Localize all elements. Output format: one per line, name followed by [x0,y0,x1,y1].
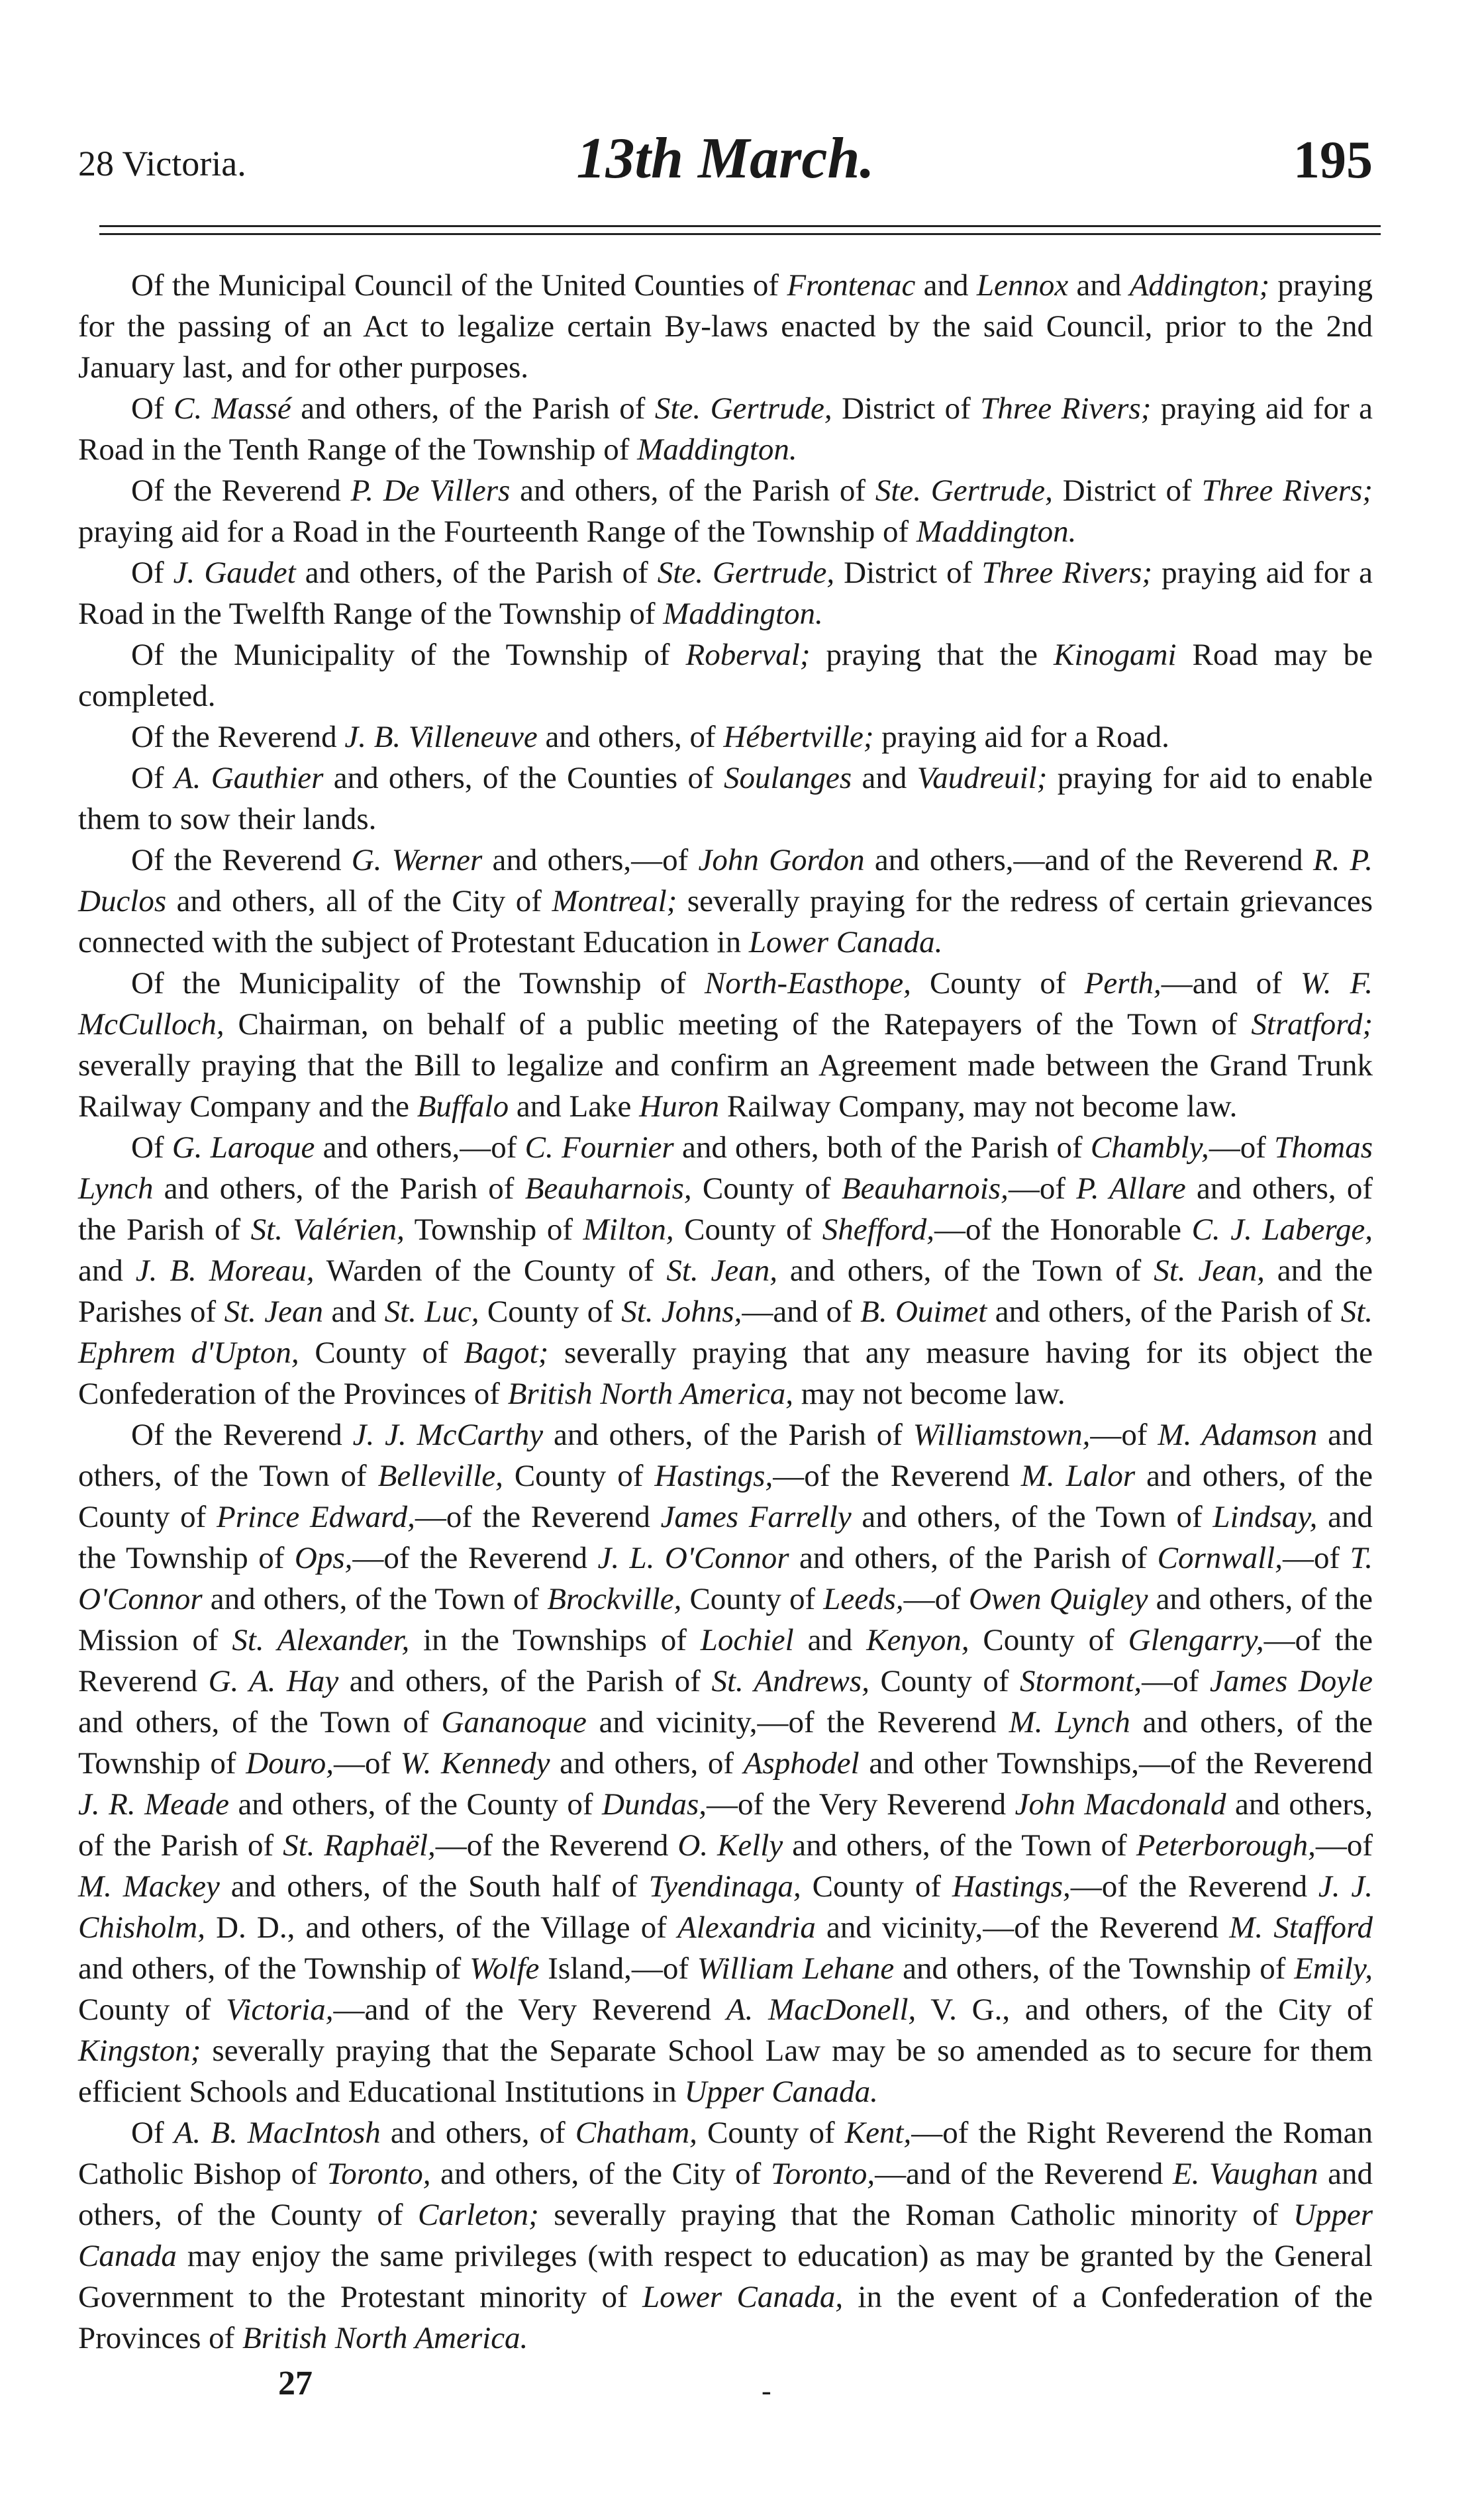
text-run: —of the Very Reverend [707,1787,1015,1822]
italic-name: James Doyle [1209,1664,1373,1698]
italic-name: Chatham, [575,2116,697,2150]
footer-mark: - [762,2375,771,2407]
text-run: severally praying that any measure having for its object the Confederation of the Provinces of [78,1336,1373,1411]
text-run: and others, of the Parish of [543,1418,913,1452]
italic-name: J. J. Chisholm, [78,1869,1373,1945]
text-run: County of [869,1664,1020,1698]
italic-name: Wolfe [470,1951,540,1986]
text-run: and others, of the Township of [78,1951,470,1986]
text-run: Township of [404,1212,583,1247]
italic-name: North-Easthope, [704,966,911,1001]
italic-name: O. Kelly [677,1828,783,1863]
text-run: County of [697,2116,845,2150]
italic-name: St. Jean, [666,1253,778,1288]
italic-name: C. J. Laberge, [1191,1212,1373,1247]
text-run: Island,—of [539,1951,697,1986]
text-run: in the Townships of [409,1623,701,1657]
italic-name: Maddington. [637,432,797,467]
italic-name: W. F. McCulloch, [78,966,1373,1042]
text-run: Of the Municipality of the Township of [131,966,705,1001]
text-run: and vicinity,—of the Reverend [815,1910,1230,1945]
text-run: —of [1282,1541,1350,1575]
text-run: Of the Reverend [131,720,345,754]
italic-name: Williamstown, [913,1418,1091,1452]
italic-name: Belleville, [377,1459,503,1493]
text-run: and [78,1253,136,1288]
text-run: severally praying for the redress of certain grievances connected with the subject of Protestant Education in [78,884,1373,959]
text-run: and others, of the City of [430,2157,771,2191]
italic-name: Lindsay, [1212,1500,1318,1534]
text-run: and others, of [537,720,724,754]
italic-name: St. Jean, [1154,1253,1265,1288]
italic-name: Leeds, [823,1582,904,1616]
italic-name: St. Valérien, [250,1212,405,1247]
petition-paragraph [78,963,1373,1127]
italic-name: J. R. Meade [78,1787,229,1822]
text-run: District of [832,391,981,426]
text-run: County of [673,1212,822,1247]
petition-paragraph [78,470,1373,552]
header-regnal-year: 28 Victoria. [78,144,246,183]
italic-name: St. Andrews, [711,1664,869,1698]
italic-name: Emily, [1294,1951,1373,1986]
italic-name: Douro, [246,1746,334,1781]
text-run: —of [1090,1418,1158,1452]
italic-name: Cornwall, [1157,1541,1283,1575]
italic-name: Lochiel [700,1623,794,1657]
italic-name: Toronto, [326,2157,431,2191]
italic-name: British North America, [507,1377,793,1411]
text-run: and others, of the Town of [851,1500,1213,1534]
text-run: and others, of [380,2116,575,2150]
text-run: and other Townships,—of the Reverend [859,1746,1373,1781]
text-run: Of the Reverend [131,1418,353,1452]
text-run: and others, of the Township of [894,1951,1295,1986]
italic-name: British North America. [242,2321,528,2355]
text-run: County of [801,1869,952,1904]
text-run: —and of [742,1295,861,1329]
text-run: —and of [1161,966,1301,1001]
italic-name: Three Rivers; [980,391,1152,426]
petition-paragraph [78,840,1373,963]
italic-name: Huron [639,1089,720,1124]
page-header [78,119,1373,199]
text-run: County of [969,1623,1128,1657]
italic-name: Beauharnois, [841,1171,1009,1206]
text-run: Of [131,556,173,590]
text-run: —of the Reverend [78,1623,1373,1698]
text-run: and others, of the Parish of [78,1787,1373,1863]
petition-paragraph [78,634,1373,716]
text-run: District of [834,556,982,590]
text-run: and others, of the Town of [202,1582,548,1616]
text-run: County of [503,1459,655,1493]
italic-name: G. Laroque [172,1130,315,1165]
italic-name: Ops, [294,1541,353,1575]
text-run: County of [299,1336,464,1370]
italic-name: A. MacDonell, [726,1992,916,2027]
text-run: County of [911,966,1085,1001]
text-run: County of [78,1992,226,2027]
italic-name: Ste. Gertrude, [657,556,835,590]
italic-name: Upper Canada [78,2198,1373,2273]
italic-name: C. Massé [173,391,291,426]
text-run: and others, of the Town of [783,1828,1136,1863]
text-run: praying for aid to enable them to sow their lands. [78,761,1373,836]
italic-name: Maddington. [916,515,1077,549]
italic-name: P. Allare [1076,1171,1186,1206]
text-run: severally praying that the Separate School Law may be so amended as to secure for them efficient Schools and Educational Institutions in [78,2034,1373,2109]
italic-name: G. A. Hay [208,1664,339,1698]
italic-name: Addington; [1129,268,1270,303]
text-run: and others, of the Town of [78,1705,442,1740]
text-run: —and of the Very Reverend [333,1992,726,2027]
text-run: and others, of the Mission of [78,1582,1373,1657]
italic-name: Bagot; [464,1336,549,1370]
text-run: and vicinity,—of the Reverend [586,1705,1009,1740]
italic-name: M. Lynch [1009,1705,1130,1740]
text-run: —of the Reverend [1070,1869,1318,1904]
italic-name: St. Raphaël, [283,1828,436,1863]
text-run: and others, of the Parish of [510,473,875,508]
italic-name: A. B. MacIntosh [173,2116,381,2150]
text-run: Of the Reverend [131,843,352,877]
text-run: —of the Reverend [435,1828,678,1863]
italic-name: John Gordon [698,843,865,877]
italic-name: Perth, [1084,966,1162,1001]
italic-name: St. Alexander, [232,1623,410,1657]
text-run: and others, all of the City of [166,884,552,918]
petition-paragraph [78,2112,1373,2359]
text-run: and others, of the Parish of [789,1541,1158,1575]
text-run: and others, of the County of [228,1787,603,1822]
text-run: and others,—of [315,1130,525,1165]
italic-name: T. O'Connor [78,1541,1373,1616]
text-run: praying for the passing of an Act to legalize certain By-laws enacted by the said Council, prior to the 2nd January last, and for other purposes. [78,268,1373,385]
text-run: Chairman, on behalf of a public meeting of the Ratepayers of the Town of [224,1007,1252,1042]
italic-name: Milton, [583,1212,674,1247]
text-run: and others, both of the Parish of [673,1130,1091,1165]
italic-name: Three Rivers; [981,556,1153,590]
italic-name: Stormont, [1020,1664,1142,1698]
italic-name: St. Jean [224,1295,323,1329]
italic-name: Toronto, [770,2157,875,2191]
italic-name: J. B. Villeneuve [344,720,538,754]
text-run: may not become law. [793,1377,1065,1411]
petition-paragraph [78,758,1373,840]
text-run: and [852,761,917,795]
text-run: —of [333,1746,401,1781]
italic-name: Hastings, [654,1459,773,1493]
italic-name: John Macdonald [1014,1787,1226,1822]
italic-name: Soulanges [723,761,852,795]
italic-name: Lennox [976,268,1069,303]
header-rule-top [99,225,1381,227]
italic-name: P. De Villers [350,473,511,508]
petition-paragraph [78,388,1373,470]
text-run: and others, of the South half of [219,1869,649,1904]
italic-name: E. Vaughan [1172,2157,1318,2191]
text-run: and Lake [509,1089,640,1124]
text-run: and others, of the Parish of [291,391,655,426]
text-run: County of [479,1295,622,1329]
italic-name: Kingston; [78,2034,201,2068]
italic-name: Maddington. [663,597,823,631]
italic-name: Three Rivers; [1201,473,1373,508]
italic-name: J. Gaudet [173,556,296,590]
italic-name: Chambly, [1090,1130,1209,1165]
text-run: County of [681,1582,824,1616]
italic-name: Lower Canada, [642,2280,844,2314]
text-run: and others, of the Parish of [78,1171,1373,1247]
page-number: 195 [1293,131,1373,189]
text-run: —of the Reverend [352,1541,598,1575]
italic-name: St. Ephrem d'Upton, [78,1295,1373,1370]
italic-name: M. Mackey [78,1869,220,1904]
text-run: —of [903,1582,969,1616]
text-run: Of [131,2116,174,2150]
italic-name: Stratford; [1251,1007,1373,1042]
text-run: and others, of the Parish of [153,1171,525,1206]
text-run: severally praying that the Bill to legalize and confirm an Agreement made between the Grand Trunk Railway Company and the [78,1048,1373,1124]
text-run: and [322,1295,385,1329]
text-run: Of [131,1130,172,1165]
italic-name: Gananoque [441,1705,587,1740]
text-run: and [793,1623,867,1657]
italic-name: Beauharnois, [524,1171,692,1206]
italic-name: Ste. Gertrude, [654,391,832,426]
italic-name: G. Werner [351,843,483,877]
text-run: County of [691,1171,842,1206]
text-run: and others, of the Parish of [295,556,658,590]
text-run: —of the Right Reverend the Roman Catholic Bishop of [78,2116,1373,2191]
italic-name: Buffalo [417,1089,509,1124]
italic-name: Glengarry, [1128,1623,1264,1657]
text-run: V. G., and others, of the City of [916,1992,1373,2027]
italic-name: St. Luc, [384,1295,479,1329]
text-run: —of [1008,1171,1077,1206]
italic-name: Alexandria [677,1910,816,1945]
italic-name: Upper Canada. [684,2075,878,2109]
italic-name: Frontenac [787,268,916,303]
text-run: may enjoy the same privileges (with respect to education) as may be granted by the General Government to the Protestant minority of [78,2239,1373,2314]
italic-name: M. Lalor [1020,1459,1136,1493]
text-run: praying aid for a Road in the Tenth Range of the Township of [78,391,1373,467]
italic-name: C. Fournier [524,1130,674,1165]
italic-name: J. L. O'Connor [597,1541,789,1575]
text-run: praying that the [810,638,1054,672]
italic-name: Prince Edward, [216,1500,415,1534]
italic-name: Carleton; [417,2198,539,2232]
italic-name: Hébertville; [723,720,874,754]
petition-paragraph [78,265,1373,388]
italic-name: Asphodel [743,1746,860,1781]
text-run: and the Township of [78,1500,1373,1575]
text-run: —of the Reverend [415,1500,661,1534]
text-run: Of [131,761,174,795]
text-run: and others, of the County of [78,1459,1373,1534]
italic-name: William Lehane [697,1951,895,1986]
text-run: severally praying that the Roman Catholic minority of [538,2198,1293,2232]
text-run: —of [1315,1828,1373,1863]
text-run: Of [131,391,174,426]
text-run: Railway Company, may not become law. [719,1089,1238,1124]
text-run: Road may be completed. [78,638,1373,713]
text-run: —of the Reverend [773,1459,1021,1493]
text-run: and [915,268,977,303]
text-run: praying aid for a Road in the Fourteenth Range of the Township of [78,515,916,549]
petition-paragraph [78,552,1373,634]
italic-name: Kinogami [1054,638,1177,672]
text-run: praying aid for a Road in the Twelfth Range of the Township of [78,556,1373,631]
italic-name: W. Kennedy [400,1746,550,1781]
text-run: and others, of the Town of [78,1418,1373,1493]
italic-name: Vaudreuil; [916,761,1048,795]
text-run: Of the Municipality of the Township of [131,638,686,672]
text-run: —of [1142,1664,1210,1698]
text-run: and others, of the Parish of [338,1664,712,1698]
text-run: and others, of [550,1746,744,1781]
italic-name: M. Adamson [1158,1418,1318,1452]
italic-name: R. P. Duclos [78,843,1373,918]
text-run: and others, of the County of [78,2157,1373,2232]
italic-name: Roberval; [685,638,811,672]
text-run: —and of the Reverend [875,2157,1173,2191]
italic-name: Tyendinaga, [648,1869,801,1904]
italic-name: Shefford, [822,1212,935,1247]
text-run: and others,—of [482,843,699,877]
text-run: Of the Reverend [131,473,351,508]
signature-mark: 27 [278,2365,313,2402]
text-run: praying aid for a Road. [873,720,1169,754]
text-run: and others, of the Township of [78,1705,1373,1781]
text-run: and others, of the Counties of [323,761,724,795]
italic-name: Dundas, [602,1787,707,1822]
italic-name: Peterborough, [1136,1828,1316,1863]
text-run: D. D., and others, of the Village of [205,1910,678,1945]
text-run: in the event of a Confederation of the Provinces of [78,2280,1373,2355]
text-run: Of the Municipal Council of the United Counties of [131,268,787,303]
italic-name: Thomas Lynch [78,1130,1373,1206]
text-run: and others, of the Parish of [987,1295,1341,1329]
text-run: and others,—and of the Reverend [864,843,1313,877]
italic-name: Lower Canada. [748,925,943,959]
italic-name: James Farrelly [660,1500,852,1534]
italic-name: M. Stafford [1229,1910,1373,1945]
italic-name: Montreal; [552,884,677,918]
text-run: Warden of the County of [314,1253,667,1288]
italic-name: St. Johns, [621,1295,742,1329]
italic-name: Ste. Gertrude, [875,473,1053,508]
header-rule-bottom [99,233,1381,235]
text-run: District of [1052,473,1202,508]
text-run: and [1068,268,1130,303]
text-run: and the Parishes of [78,1253,1373,1329]
text-run: —of the Honorable [934,1212,1192,1247]
italic-name: Hastings, [952,1869,1071,1904]
text-run: and others, of the Town of [777,1253,1154,1288]
italic-name: Kenyon, [866,1623,969,1657]
header-date: 13th March. [576,126,875,191]
italic-name: Kent, [844,2116,912,2150]
petition-paragraph [78,1127,1373,1414]
petition-paragraph [78,716,1373,758]
italic-name: J. J. McCarthy [352,1418,544,1452]
italic-name: J. B. Moreau, [135,1253,315,1288]
italic-name: Owen Quigley [968,1582,1148,1616]
italic-name: Victoria, [226,1992,334,2027]
italic-name: Brockville, [547,1582,682,1616]
petitions-text [78,265,1373,2359]
italic-name: A. Gauthier [173,761,324,795]
text-run: —of [1209,1130,1275,1165]
italic-name: B. Ouimet [860,1295,987,1329]
petition-paragraph [78,1414,1373,2112]
